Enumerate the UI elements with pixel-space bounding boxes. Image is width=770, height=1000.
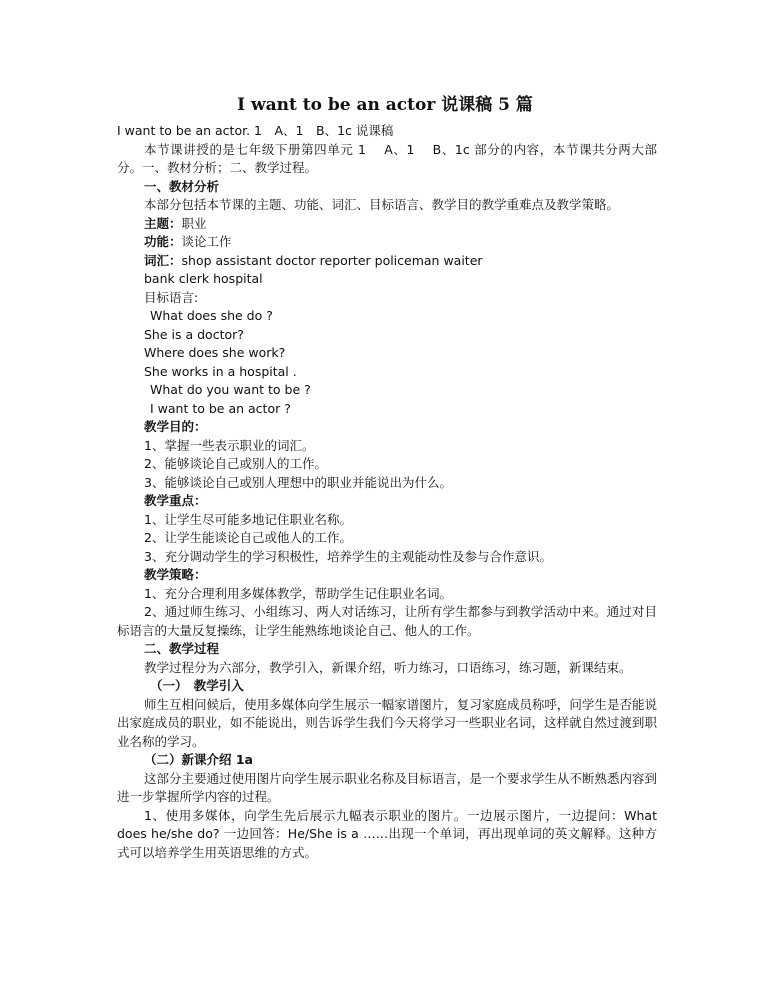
key-point-item: 1、让学生尽可能多地记住职业名称。	[144, 511, 352, 527]
section2-description: 教学过程分为六部分，教学引入，新课介绍，听力练习，口语练习，练习题，新课结束。	[144, 659, 632, 675]
strategy-item: 2、通过师生练习、小组练习、两人对话练习，让所有学生都参与到教学活动中来。通过对目标语言的大量反复操练，让学生能熟练地谈论自己、他人的工作。	[117, 604, 657, 638]
vocab-label: 词汇：	[144, 252, 182, 268]
function-label: 功能：	[144, 234, 182, 249]
topic-line	[117, 215, 657, 234]
section2-heading: 二、教学过程	[144, 641, 220, 656]
vocab-value: shop assistant doctor reporter policeman waiter	[181, 252, 483, 268]
key-points-heading: 教学重点：	[144, 493, 207, 508]
document-title: I want to be an actor 说课稿 5 篇	[237, 95, 533, 115]
part1-heading: （一） 教学引入	[150, 678, 244, 693]
aim-item: 2、能够谈论自己或别人的工作。	[144, 456, 327, 471]
aims-heading: 教学目的：	[144, 419, 207, 434]
topic-label: 主题：	[144, 215, 182, 231]
target-line: What does she do ?	[150, 308, 273, 323]
part2-paragraph: 这部分主要通过使用图片向学生展示职业名称及目标语言，是一个要求学生从不断熟悉内容到进一步掌握所学内容的过程。	[117, 770, 657, 804]
intro-paragraph: 本节课讲授的是七年级下册第四单元 1 A、1 B、1c 部分的内容，本节课共分两大部分。一、教材分析；二、教学过程。	[117, 141, 657, 175]
part1-paragraph: 师生互相问候后，使用多媒体向学生展示一幅家谱图片，复习家庭成员称呼，问学生是否能说出家庭成员的职业，如不能说出，则告诉学生我们今天将学习一些职业名词，这样就自然过渡到职业名称的学习。	[117, 696, 657, 749]
section1-description: 本部分包括本节课的主题、功能、词汇、目标语言、教学目的教学重难点及教学策略。	[144, 197, 620, 212]
aim-item: 3、能够谈论自己或别人理想中的职业并能说出为什么。	[144, 474, 452, 490]
strategy-heading: 教学策略：	[144, 567, 207, 582]
aim-item: 1、掌握一些表示职业的词汇。	[144, 437, 315, 453]
document-body	[117, 122, 657, 862]
target-line: What do you want to be ?	[150, 382, 311, 397]
target-line: I want to be an actor ?	[150, 400, 291, 416]
strategy-item: 1、充分合理利用多媒体教学，帮助学生记住职业名词。	[144, 585, 452, 601]
function-line	[117, 233, 657, 252]
part2-item: 1、使用多媒体，向学生先后展示九幅表示职业的图片。一边展示图片，一边提问：What does he/she do? 一边回答：He/She is a ……出现一个单词，再出现单词的英文解释。这种方式可以培养学生用英语思维的方式。	[117, 807, 657, 860]
target-line: She works in a hospital .	[144, 363, 297, 379]
vocab-line	[117, 252, 657, 271]
function-value: 谈论工作	[181, 234, 232, 249]
vocab-line-2: bank clerk hospital	[144, 271, 263, 286]
key-point-item: 2、让学生能谈论自己或他人的工作。	[144, 530, 352, 545]
key-point-item: 3、充分调动学生的学习积极性，培养学生的主观能动性及参与合作意识。	[144, 548, 552, 564]
target-line: Where does she work?	[144, 345, 286, 360]
topic-value: 职业	[181, 215, 207, 231]
section1-heading: 一、教材分析	[144, 178, 220, 194]
intro-line: I want to be an actor. 1 A、1 B、1c 说课稿	[117, 123, 394, 138]
part2-heading: （二）新课介绍 1a	[144, 752, 253, 767]
target-language-label: 目标语言:	[144, 289, 199, 305]
target-line: She is a doctor?	[144, 326, 244, 342]
